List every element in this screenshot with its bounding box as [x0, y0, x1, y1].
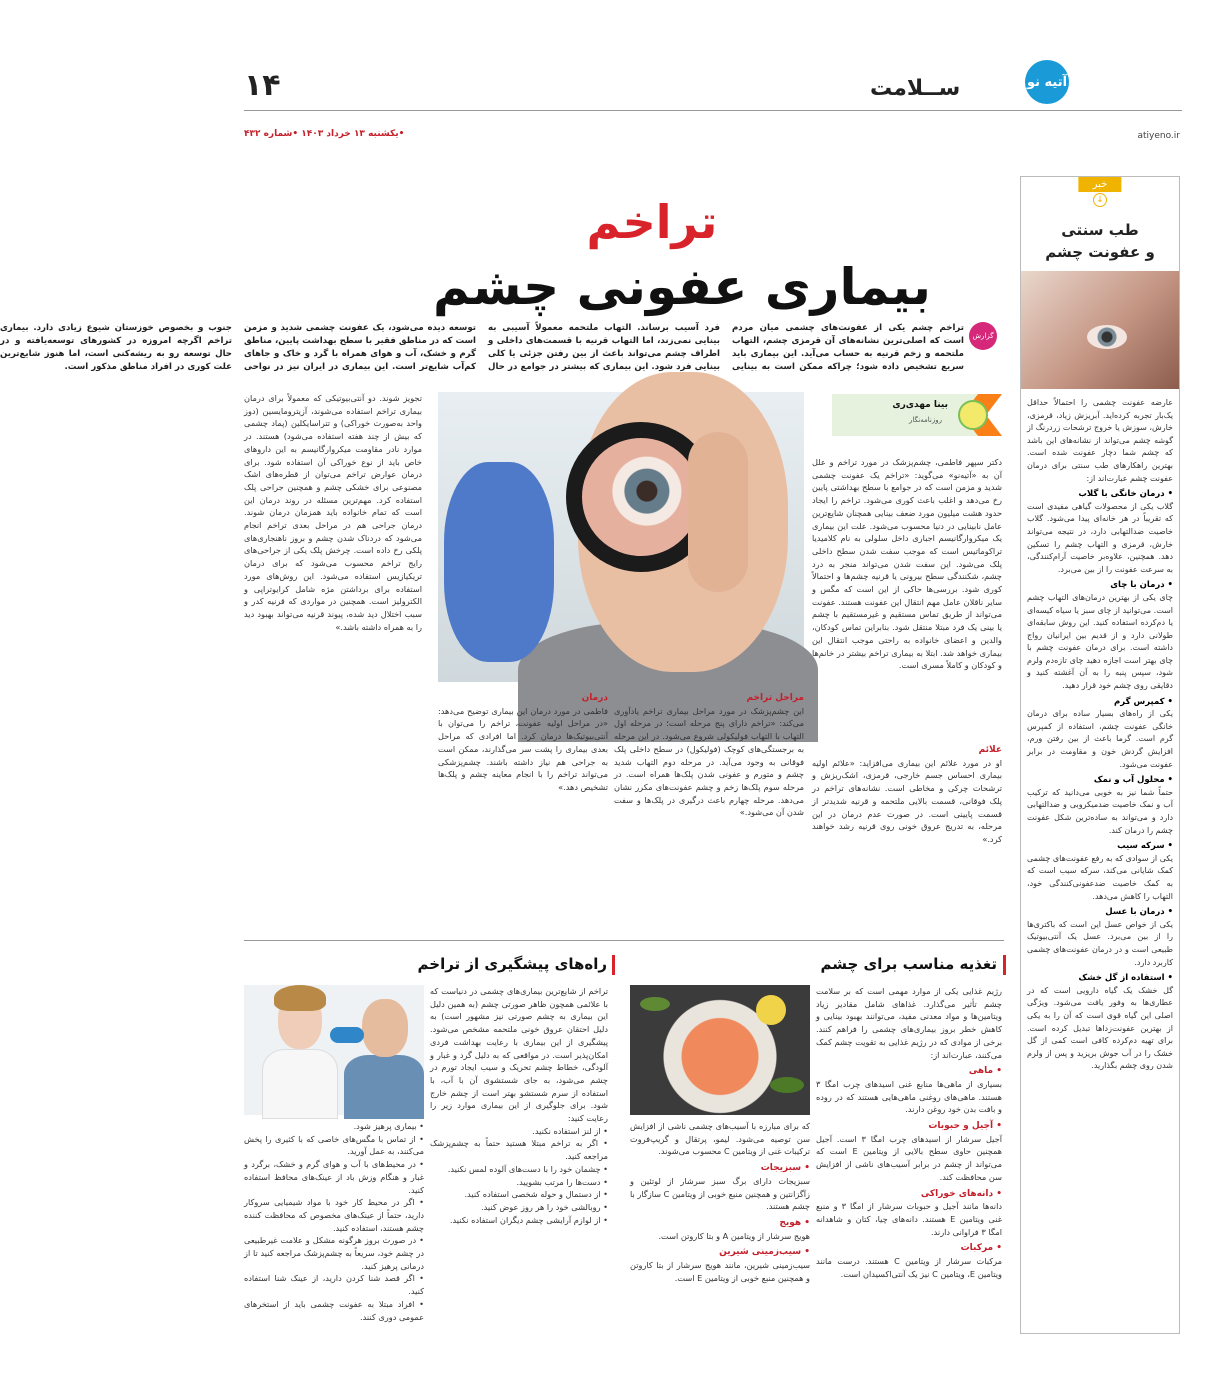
list-item-title: • ماهی	[968, 1066, 1002, 1077]
article-column-treatment: درمان فاطمی در مورد درمان این بیماری توضیح می‌دهد: «در مراحل اولیه عفونت، تراخم را می‌توان با آنتی‌بیوتیک‌ها درمان کرد. اما افرادی که مراحل بعدی بیماری را پشت سر می‌گذارند، ممکن است به جراحی هم نیاز داشته باشند. چشم‌پزشکی می‌تواند تراخم را با انجام معاینه چشم و پلک‌ها تشخیص دهد.»	[438, 693, 608, 792]
list-item-title: • هویج	[779, 1217, 810, 1228]
list-item-text: سیب‌زمینی شیرین، مانند هویج سرشار از بتا کاروتن و همچنین منبع خوبی از ویتامین E است.	[630, 1260, 810, 1283]
author-avatar	[958, 400, 988, 430]
list-item-title: • درمان با عسل	[1105, 907, 1173, 918]
list-item-title: • استفاده از گل خشک	[1078, 973, 1173, 984]
list-item: • از لنز استفاده نکنید.	[532, 1125, 608, 1136]
salmon-photo	[630, 985, 810, 1115]
article-column-stages: مراحل تراخم این چشم‌پزشک در مورد مراحل بیماری تراخم یادآوری می‌کند: «تراخم دارای پنج مرحله است؛ در مرحله اول التهاب با التهاب فولیکولی شروع می‌شود. در این مرحله به برجستگی‌های کوچک (فولیکول) در سطح داخلی پلک فوقانی به وجود می‌آید. در مرحله دوم التهاب شدید چشم و متورم و عفونی شدن پلک‌ها همراه است. در مرحله سوم پلک‌ها زخم و چشم عفونت‌های مکرر نشان می‌دهد. مرحله چهارم باعث درگیری در پلک‌ها و سفت شدن آن می‌شود.»	[614, 693, 804, 818]
list-item-text: حتماً شما نیز به خوبی می‌دانید که ترکیب آب و نمک خاصیت ضدمیکروبی و ضدالتهابی دارد و می‌تواند به ساده‌ترین شکل عفونت چشم را درمان کند.	[1027, 787, 1173, 835]
author-role: روزنامه‌نگار	[908, 416, 942, 424]
list-item: • از دستمال و حوله شخصی استفاده کنید.	[464, 1189, 608, 1200]
list-item: • از تماس با مگس‌های خاصی که با کثیری را پخش می‌کنند، به عمل آورید.	[244, 1133, 424, 1157]
list-item-text: یکی از خواص عسل این است که باکتری‌ها را از بین می‌برد. عسل یک آنتی‌بیوتیک طبیعی است و در درمان عفونت‌های چشمی کاربرد دارد.	[1027, 919, 1173, 967]
list-item-text: مرکبات سرشار از ویتامین C هستند. درست مانند ویتامین E، ویتامین C نیز یک آنتی‌اکسیدان است.	[816, 1256, 1003, 1279]
list-item: • چشمان خود را با دست‌های آلوده لمس نکنید.	[447, 1163, 608, 1174]
food-box-title: تغذیه مناسب برای چشم	[820, 955, 997, 973]
list-item-title: • آجیل و حبوبات	[928, 1121, 1002, 1132]
kicker-title: تراخم	[586, 195, 718, 249]
list-item: • در صورت بروز هرگونه مشکل و علامت غیرطبیعی در چشم خود، سریعاً به چشم‌پزشک مراجعه کنید تا از درمانی پرهیز کنید.	[244, 1235, 424, 1271]
list-item: • اگر قصد شنا کردن دارید، از عینک شنا استفاده کنید.	[244, 1273, 424, 1297]
food-box-caption: که برای مبارزه با آسیب‌های چشمی ناشی از افزایش سن توصیه می‌شود. لیمو، پرتقال و گریپ‌فروت ترکیبات غنی از ویتامین C محسوب می‌شوند. • سبزیجات سبزیجات دارای برگ سبز سرشار از لوتئین و زآگزانتین و همچنین منبع خوبی از ویتامین C سازگار با چشم هستند. • هویج هویج سرشار از ویتامین A و بتا کاروتن است. • سیب‌زمینی شیرین سیب‌زمینی شیرین، مانند هویج سرشار از بتا کاروتن و همچنین منبع خوبی از ویتامین E است.	[629, 1121, 810, 1283]
list-item: • افراد مبتلا به عفونت چشمی باید از استخرهای عمومی دوری کنند.	[244, 1298, 424, 1322]
news-tag: خبر	[1079, 177, 1122, 192]
food-box-marker	[1003, 955, 1006, 975]
eye-drop-photo	[1021, 271, 1179, 389]
prevention-box-title: راه‌های پیشگیری از تراخم	[417, 955, 607, 973]
list-item-text: هویج سرشار از ویتامین A و بتا کاروتن است.	[658, 1230, 810, 1241]
list-item-title: • سیب‌زمینی شیرین	[719, 1247, 810, 1258]
list-item: • روبالشی خود را هر روز عوض کنید.	[481, 1201, 608, 1212]
header-rule	[244, 110, 1182, 111]
list-item-text: چای یکی از بهترین درمان‌های التهاب چشم است. می‌توانید از چای سبز یا سیاه کیسه‌ای یا دم‌کرده استفاده کنید. این روش سابقه‌ای طولانی دارد و از قدیم بین ایرانیان رواج داشته است. برای درمان عفونت چشم با چای بهتر است اجازه دهید چای تازه‌دم ولرم شود، سپس پنبه را به آن آغشته کنید و دقایقی روی چشم خود قرار دهید.	[1027, 592, 1173, 691]
eye-exam-photo	[244, 985, 424, 1115]
prevention-box-body: تراخم از شایع‌ترین بیماری‌های چشمی در دنیاست که با علائمی همچون ظاهر صورتی چشم (به همین دلیل این بیماری به چشم صورتی نیز مشهور است) به دلیل احتقان عروق خونی ملتحمه مشخص می‌شود. پیشگیری از این بیماری با رعایت بهداشت فردی امکان‌پذیر است. در مواقعی که به دلیل گرد و غبار و آلودگی، خطاط چشم تحریک و سیب ایجاد تورم در چشم می‌شود، به جای شستشوی آن با آب، با استفاده از سرم شستشو بهتر است از چشم خارج شود. برای جلوگیری از این بیماری موارد زیر را رعایت کنید: • از لنز استفاده نکنید. • اگر به تراخم مبتلا هستید حتماً به چشم‌پزشک مراجعه کنید. • چشمان خود را با دست‌های آلوده لمس نکنید. • دست‌ها را مرتب بشویید. • از دستمال و حوله شخصی استفاده کنید. • روبالشی خود را هر روز عوض کنید. • از لوازم آرایشی چشم دیگران استفاده نکنید.	[430, 986, 608, 1225]
food-box-body: رژیم غذایی یکی از موارد مهمی است که بر سلامت چشم تأثیر می‌گذارد. غذاهای شامل مقادیر زیاد ویتامین‌ها و مواد معدنی مفید، می‌توانند بهبود بینایی و کاهش خطر بروز بیماری‌های چشمی را فراهم کنند. برخی از موادی که در رژیم غذایی به تقویت چشم کمک می‌کنند، عبارت‌اند از: • ماهی بسیاری از ماهی‌ها منابع غنی اسیدهای چرب امگا ۳ هستند. ماهی‌های روغنی ماهی‌هایی هستند که در روده و بافت بدن خود روغن دارند. • آجیل و حبوبات آجیل سرشار از اسیدهای چرب امگا ۳ است. آجیل همچنین حاوی سطح بالایی از ویتامین E است که می‌تواند از چشم در برابر آسیب‌های ناشی از افزایش سن محافظت کند. • دانه‌های خوراکی دانه‌ها مانند آجیل و حبوبات سرشار از امگا ۳ و منبع غنی ویتامین E هستند. دانه‌های چیا، کتان و شاهدانه امگا ۳ فراوانی دارند. • مرکبات مرکبات سرشار از ویتامین C هستند. درست مانند ویتامین E، ویتامین C نیز یک آنتی‌اکسیدان است.	[816, 986, 1003, 1279]
page-number: ۱۴	[244, 68, 281, 103]
section-title: ســلامت	[870, 76, 961, 101]
report-badge: گزارش	[969, 322, 997, 350]
list-item: • دست‌ها را مرتب بشویید.	[516, 1176, 608, 1187]
list-item-text: گلاب یکی از محصولات گیاهی مفیدی است که تقریباً در هر خانه‌ای پیدا می‌شود. گلاب خاصیت ضدالتهابی دارد، در نتیجه می‌تواند خارش، قرمزی و التهاب چشم را تسکین دهد. همچنین، علاوه‌بر خاصیت آرام‌کنندگی، به سرعت عفونت را از بین می‌برد.	[1027, 501, 1173, 574]
list-item: • اگر به تراخم مبتلا هستید حتماً به چشم‌پزشک مراجعه کنید.	[430, 1138, 608, 1162]
list-item-text: بسیاری از ماهی‌ها منابع غنی اسیدهای چرب امگا ۳ هستند. ماهی‌های روغنی ماهی‌هایی هستند که در روده و بافت بدن خود روغن دارند.	[816, 1078, 1002, 1115]
list-item: • اگر در محیط کار خود با مواد شیمیایی سروکار دارید، حتماً از عینک‌های مخصوص که محافظت کننده چشم هستند، استفاده کنید.	[244, 1197, 424, 1233]
sidebar-body: عارضه عفونت چشمی را احتمالاً حداقل یک‌بار تجربه کرده‌اید. آبریزش زیاد، قرمزی، خارش، سوزش یا خروج ترشحات زردرنگ از گوشه چشم می‌تواند از نشانه‌های این باشد که چشم شما دچار عفونت شده است. بهترین راهکارهای طب سنتی برای درمان عفونت چشم عبارت‌اند از: • درمان خانگی با گلاب گلاب یکی از محصولات گیاهی مفیدی است که تقریباً در هر خانه‌ای پیدا می‌شود. گلاب خاصیت ضدالتهابی دارد، در نتیجه می‌تواند خارش، قرمزی و التهاب چشم را تسکین دهد. همچنین، علاوه‌بر خاصیت آرام‌کنندگی، به سرعت عفونت را از بین می‌برد. • درمان با چای چای یکی از بهترین درمان‌های التهاب چشم است. می‌توانید از چای سبز یا سیاه کیسه‌ای یا دم‌کرده استفاده کنید. این روش سابقه‌ای طولانی دارد و از قدیم بین ایرانیان رواج داشته است. برای درمان عفونت چشم با چای بهتر است اجازه دهید چای تازه‌دم ولرم شود، سپس پنبه را به آن آغشته کنید و دقایقی روی چشم خود قرار دهید. • کمپرس گرم یکی از راه‌های بسیار ساده برای درمان خانگی عفونت چشم، استفاده از کمپرس گرم است. گرما باعث از بین رفتن ورم، افزایش گردش خون و مقاومت در برابر عفونت می‌شود. • محلول آب و نمک حتماً شما نیز به خوبی می‌دانید که ترکیب آب و نمک خاصیت ضدمیکروبی و ضدالتهابی دارد و می‌تواند به ساده‌ترین شکل عفونت چشم را درمان کند. • سرکه سیب یکی از سوادی که به رفع عفونت‌های چشمی کمک شایانی می‌کند، سرکه سیب است که به کمک خاصیت ضدعفونی‌کنندگی خود، التهاب را کاهش می‌دهد. • درمان با عسل یکی از خواص عسل این است که باکتری‌ها را از بین می‌برد. عسل یک آنتی‌بیوتیک طبیعی است و در درمان عفونت‌های چشمی کاربرد دارد. • استفاده از گل خشک گل خشک یک گیاه دارویی است که در عطاری‌ها به وفور یافت می‌شود. ویژگی اصلی این گیاه قوی است که آن را به یکی از بهترین عفونت‌زداها تبدیل کرده است. برای تهیه دم‌کرده کافی است کمی از گل خشک را در آب جوش بریزید و پس از ولرم شدن روی چشم بگذارید.	[1027, 397, 1173, 1327]
magnifier-eye-photo	[438, 392, 804, 682]
list-item-text: سبزیجات دارای برگ سبز سرشار از لوتئین و زآگزانتین و همچنین منبع خوبی از ویتامین C سازگار با چشم هستند.	[629, 1175, 810, 1212]
list-item-text: گل خشک یک گیاه دارویی است که در عطاری‌ها به وفور یافت می‌شود. ویژگی اصلی این گیاه قوی است که آن را به یکی از بهترین عفونت‌زداها تبدیل کرده است. برای تهیه دم‌کرده کافی است کمی از گل خشک را در آب جوش بریزید و پس از ولرم شدن روی چشم بگذارید.	[1027, 985, 1173, 1071]
prevention-box-list	[244, 1120, 424, 1345]
main-headline: بیماری عفونی چشم	[433, 258, 931, 316]
list-item: • در محیط‌های با آب و هوای گرم و خشک، برگرد و غبار و هنگام وزش باد از عینک‌های محافظ استفاده کنید.	[244, 1159, 424, 1195]
list-item-text: یکی از راه‌های بسیار ساده برای درمان خانگی عفونت چشم، استفاده از کمپرس گرم است. گرما باعث از بین رفتن ورم، افزایش گردش خون و مقاومت در برابر عفونت می‌شود.	[1027, 709, 1173, 769]
website-url[interactable]: atiyeno.ir	[1137, 131, 1180, 141]
list-item-title: • درمان با چای	[1110, 580, 1173, 591]
list-item-text: دانه‌ها مانند آجیل و حبوبات سرشار از امگا ۳ و منبع غنی ویتامین E هستند. دانه‌های چیا، کتان و شاهدانه امگا ۳ فراوانی دارند.	[816, 1201, 1002, 1237]
list-item: • از لوازم آرایشی چشم دیگران استفاده نکنید.	[449, 1214, 608, 1225]
prevention-box-marker	[612, 955, 615, 975]
list-item-title: • دانه‌های خوراکی	[920, 1188, 1002, 1199]
article-column-left: تجویز شوند. دو آنتی‌بیوتیکی که معمولاً برای درمان بیماری تراخم استفاده می‌شوند، آزیترومایسین (دوز واحد به‌صورت خوراکی) و تتراسایکلین (پماد چشمی که بیش از چند هفته استفاده می‌شود) هستند. در موارد نادر مقاومت میکروارگانیسم به این داروهای خاص باید از نوع خوراکی آن استفاده شود. برای درمان عوارض تراخم می‌توان از قطره‌های اشک مصنوعی برای خشکی چشم و همچنین جراحی پلک استفاده کرد. مهم‌ترین مسئله در روند درمان این است که تمام خانواده باید همزمان درمان شوند. درمان جراحی هم در مراحل بعدی تراخم انجام می‌شود که دردناک شدن چشم و بروز ناهنجاری‌های پلکی رخ داده است. چرخش پلک یکی از جراحی‌های رایج تراخم محسوب می‌شود که برای درمان تریکیازیس استفاده می‌شود. این روش‌های مورد استفاده برای برداشتن مژه شامل کرایوتراپی و الکترولیز است. همچنین در مواردی که قرنیه کدر و سبب اختلال دید شده، پیوند قرنیه می‌تواند بهبود دید را به همراه داشته باشد.»	[244, 393, 422, 632]
list-item: • بیماری پرهیز شود.	[353, 1121, 424, 1131]
brand-logo[interactable]: آتیه نو	[1025, 60, 1069, 104]
list-item-title: • مرکبات	[960, 1243, 1002, 1254]
list-item-title: • کمپرس گرم	[1114, 696, 1173, 707]
article-lead: تراخم چشم یکی از عفونت‌های چشمی میان مردم است که اصلی‌ترین نشانه‌های آن قرمزی چشم، التهاب ملتحمه و زخم قرنیه به حساب می‌آید. این بیماری باید سریع تشخیص داده شود؛ چراکه ممکن است به بینایی فرد آسیب برساند. التهاب ملتحمه معمولاً آسیبی به بینایی نمی‌زند، اما التهاب قرنیه با قسمت‌های داخلی و اطراف چشم می‌تواند باعث از بین رفتن جزئی یا کلی بینایی فرد شود. این بیماری که بیشتر در جوامع در حال توسعه دیده می‌شود، یک عفونت چشمی شدید و مزمن است که در مناطق فقیر با سطح بهداشت پایین، مناطق گرم و خشک، آب و هوای همراه با گرد و خاک و جاهای کم‌آب شایع‌تر است. این بیماری در ایران نیز در نواحی جنوب و بخصوص خوزستان شیوع زیادی دارد. بیماری تراخم اگرچه امروزه در کشورهای توسعه‌یافته و در حال توسعه رو به ریشه‌کنی است، اما هنوز شایع‌ترین علت کوری در افراد مناطق مذکور است.	[0, 323, 964, 372]
arrow-down-icon: ↓	[1093, 193, 1107, 207]
author-name: بینا مهدی‌ری	[892, 400, 948, 410]
list-item-text: یکی از سوادی که به رفع عفونت‌های چشمی کمک شایانی می‌کند، سرکه سیب است که به کمک خاصیت ضدعفونی‌کنندگی خود، التهاب را کاهش می‌دهد.	[1027, 853, 1173, 901]
list-item-title: • سرکه سیب	[1117, 841, 1173, 852]
sidebar-news-box	[1020, 176, 1180, 1334]
list-item-text: آجیل سرشار از اسیدهای چرب امگا ۳ است. آجیل همچنین حاوی سطح بالایی از ویتامین E است که می‌تواند از چشم در برابر آسیب‌های ناشی از افزایش سن محافظت کند.	[816, 1133, 1003, 1182]
author-box	[832, 394, 1002, 436]
dateline: •یکشنبه ۱۳ خرداد ۱۴۰۳ •شماره ۴۳۲	[244, 129, 405, 139]
list-item-title: • درمان خانگی با گلاب	[1078, 489, 1173, 500]
article-column-1: دکتر سپهر فاطمی، چشم‌پزشک در مورد تراخم و علل آن به «آتیه‌نو» می‌گوید: «تراخم یک عفونت چشمی شدید و مزمن است که در جوامع با سطح بهداشتی پایین رخ می‌دهد و اغلب باعث کوری می‌شود. تراخم را ایجاد حدود هشت میلیون مورد ضعف بینایی همچنان شایع‌ترین عامل نابینایی در دنیا محسوب می‌شود. علت این بیماری یک میکروارگانیسم اجباری داخل سلولی به نام کلامیدیا تراکوماتیس است که موجب سفت شدن سطح داخلی پلک می‌شود. این سفت شدن می‌تواند منجر به درد چشم، شکنندگی سطح بیرونی یا قرنیه چشم‌ها و احتمالاً کوری شود. بررسی‌ها حاکی از این است که مگس و سایر ناقلان عامل مهم انتقال این عفونت هستند. عفونت می‌تواند از طریق تماس مستقیم و غیرمستقیم با چشم یا بینی یک فرد مبتلا منتقل شود. بنابراین تماس کودکان، والدین و اعضای خانواده به راحتی موجب انتقال این بیماری خواهد شد. ابتلا به بیماری تراخم بیشتر در خانم‌ها و کودکان و کاملاً مسری است.	[812, 457, 1002, 671]
sidebar-title: طب سنتی و عفونت چشم	[1045, 221, 1155, 261]
list-item-title: • محلول آب و نمک	[1093, 775, 1173, 786]
section-divider	[244, 940, 1004, 941]
list-item-title: • سبزیجات	[760, 1163, 810, 1174]
article-column-symptoms: علائم او در مورد علائم این بیماری می‌افزاید: «علائم اولیه بیماری احساس جسم خارجی، قرمزی، اشک‌ریزش و ترشحات چرکی و مخاطی است. نشانه‌های تراخم در پلک فوقانی، قسمت بالایی ملتحمه و قرنیه شدیدتر از قسمت پایینی است. در صورت عدم درمان در این مرحله، به تدریج عروق خونی روی قرنیه رشد خواهند کرد.»	[812, 745, 1002, 844]
